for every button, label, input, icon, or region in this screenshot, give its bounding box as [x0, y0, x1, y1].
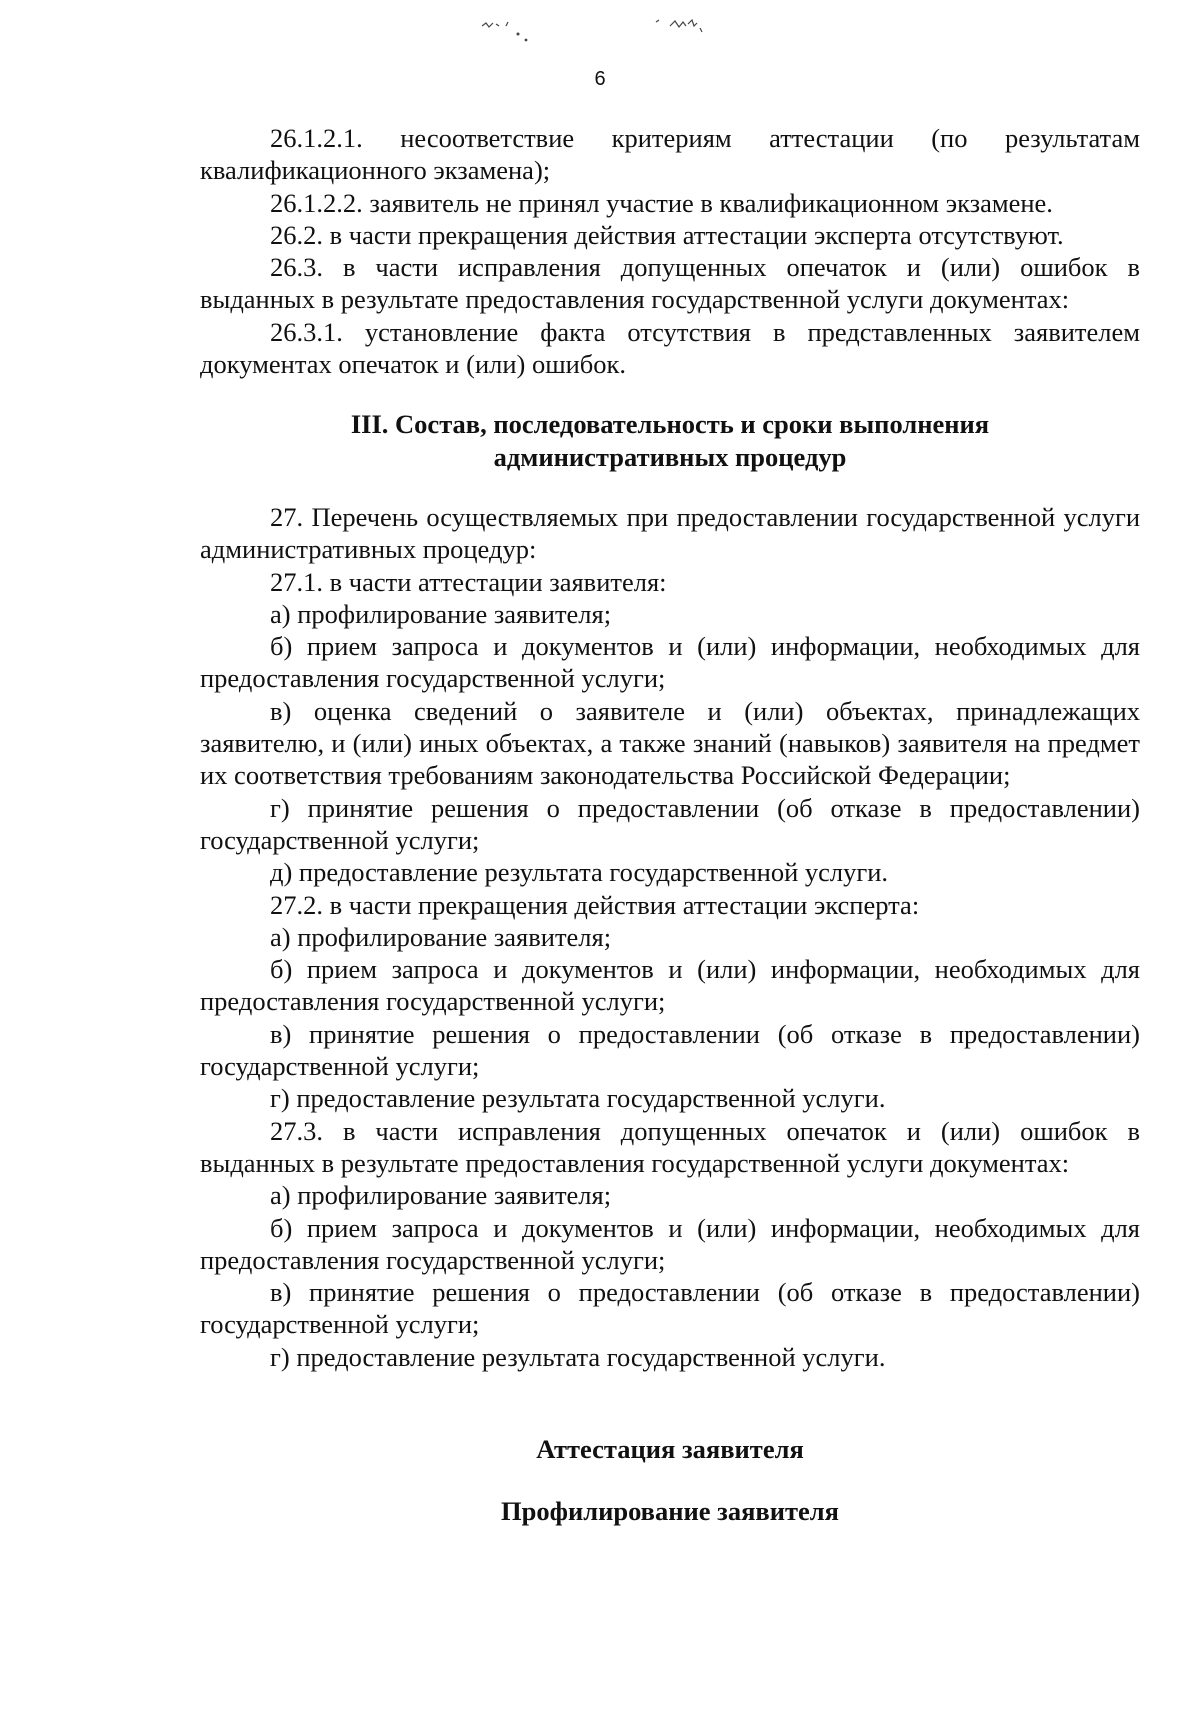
- page-number: 6: [594, 68, 606, 90]
- paragraph-27-3: 27.3. в части исправления допущенных опечаток и (или) ошибок в выданных в результате предоставления государственной услуги документах:: [200, 1115, 1140, 1178]
- paragraph-26-3-1: 26.3.1. установление факта отсутствия в представленных заявителем документах опечаток и (или) ошибок.: [200, 316, 1140, 380]
- paragraph-26-3: 26.3. в части исправления допущенных опечаток и (или) ошибок в выданных в результате предоставления государственной услуги документах:: [200, 252, 1140, 315]
- paragraph-27: 27. Перечень осуществляемых при предоставлении государственной услуги административных процедур:: [200, 501, 1140, 565]
- paragraph-26-1-2-2: 26.1.2.2. заявитель не принял участие в квалификационном экзамене.: [270, 187, 1053, 218]
- section-heading-line-1: III. Состав, последовательность и сроки выполнения: [350, 409, 990, 440]
- list-item-27-2-v: в) принятие решения о предоставлении (об отказе в предоставлении) государственной услуги;: [200, 1018, 1140, 1082]
- scan-artifact-marks: [470, 14, 730, 44]
- list-item-27-2-a: а) профилирование заявителя;: [270, 921, 612, 952]
- list-item-27-1-v: в) оценка сведений о заявителе и (или) объектах, принадлежащих заявителю, и (или) иных объектах, а также знаний (навыков) заявителя на предмет их соответствия требованиям законодательства Российской Федерации;: [200, 695, 1140, 791]
- section-heading: [200, 408, 1140, 473]
- list-item-27-1-a: а) профилирование заявителя;: [270, 598, 612, 629]
- paragraph-27-1: 27.1. в части аттестации заявителя:: [270, 566, 667, 597]
- list-item-27-3-b: б) прием запроса и документов и (или) информации, необходимых для предоставления государственной услуги;: [200, 1212, 1140, 1275]
- list-item-27-2-g: г) предоставление результата государственной услуги.: [270, 1083, 886, 1114]
- list-item-27-1-d: д) предоставление результата государственной услуги.: [270, 857, 889, 888]
- list-item-27-3-g: г) предоставление результата государственной услуги.: [270, 1341, 886, 1372]
- document-body: [200, 122, 1140, 1528]
- subheading-attestation: Аттестация заявителя: [536, 1433, 804, 1464]
- list-item-27-3-v: в) принятие решения о предоставлении (об отказе в предоставлении) государственной услуги;: [200, 1277, 1140, 1340]
- paragraph-26-2: 26.2. в части прекращения действия аттестации эксперта отсутствуют.: [270, 219, 1064, 250]
- subheading-profiling: Профилирование заявителя: [501, 1496, 839, 1527]
- paragraph-26-1-2-1: 26.1.2.1. несоответствие критериям аттестации (по результатам квалификационного экзамена);: [200, 123, 1140, 186]
- list-item-27-3-a: а) профилирование заявителя;: [270, 1180, 612, 1211]
- section-heading-line-2: административных процедур: [493, 441, 847, 472]
- list-item-27-1-b: б) прием запроса и документов и (или) информации, необходимых для предоставления государственной услуги;: [200, 631, 1140, 694]
- list-item-27-2-b: б) прием запроса и документов и (или) информации, необходимых для предоставления государственной услуги;: [200, 954, 1140, 1017]
- list-item-27-1-g: г) принятие решения о предоставлении (об отказе в предоставлении) государственной услуги;: [200, 792, 1140, 855]
- paragraph-27-2: 27.2. в части прекращения действия аттестации эксперта:: [270, 889, 920, 920]
